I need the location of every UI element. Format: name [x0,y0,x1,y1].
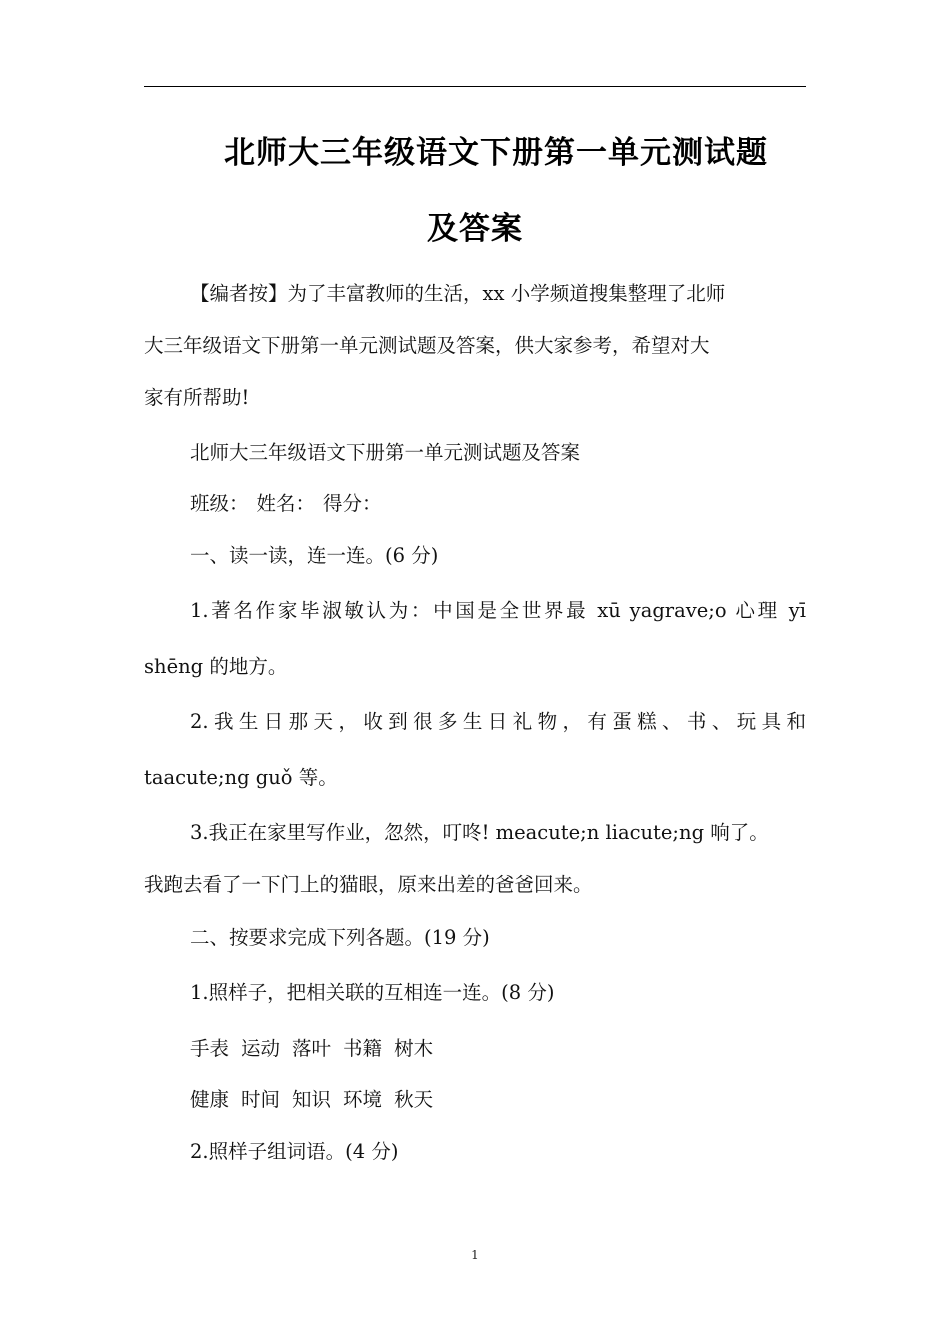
word-item: 树木 [394,1037,434,1060]
page-number: 1 [471,1248,479,1262]
name-label: 姓名： [256,492,316,515]
section-2-question-2: 2.照样子组词语。(4 分) [190,1140,399,1163]
word-item: 运动 [241,1037,281,1060]
intro-line-2: 大三年级语文下册第一单元测试题及答案，供大家参考，希望对大 [144,334,710,357]
document-subtitle: 北师大三年级语文下册第一单元测试题及答案 [190,441,581,464]
question-3-line-1: 3.我正在家里写作业，忽然，叮咚! meacute;n liacute;ng 响了。 [190,821,769,844]
word-row-1 [190,1036,433,1062]
word-item: 手表 [190,1037,230,1060]
score-label: 得分： [323,492,382,515]
intro-line-1: 【编者按】为了丰富教师的生活，xx 小学频道搜集整理了北师 [190,282,726,305]
student-info-row [190,491,382,517]
header-rule [144,86,806,87]
word-item: 时间 [241,1088,281,1111]
intro-line-3: 家有所帮助! [144,386,250,409]
word-item: 落叶 [292,1037,332,1060]
question-1-line-1: 1.著名作家毕淑敏认为：中国是全世界最 xū yagrave;o 心理 yī [190,599,806,622]
word-item: 秋天 [394,1088,434,1111]
section-1-heading: 一、读一读，连一连。(6 分) [190,544,439,567]
class-label: 班级： [190,492,249,515]
word-row-2 [190,1087,433,1113]
question-1-line-2: shēng 的地方。 [144,655,288,678]
document-title-line-2: 及答案 [427,211,523,247]
word-item: 环境 [343,1088,383,1111]
word-item: 书籍 [343,1037,383,1060]
question-2-line-1: 2.我生日那天，收到很多生日礼物，有蛋糕、书、玩具和 [190,710,806,733]
word-item: 知识 [292,1088,332,1111]
document-title-line-1: 北师大三年级语文下册第一单元测试题 [224,135,768,171]
word-item: 健康 [190,1088,230,1111]
section-2-heading: 二、按要求完成下列各题。(19 分) [190,926,490,949]
section-2-question-1: 1.照样子，把相关联的互相连一连。(8 分) [190,981,555,1004]
question-3-line-2: 我跑去看了一下门上的猫眼，原来出差的爸爸回来。 [144,873,593,896]
question-2-line-2: taacute;ng guǒ 等。 [144,766,338,789]
